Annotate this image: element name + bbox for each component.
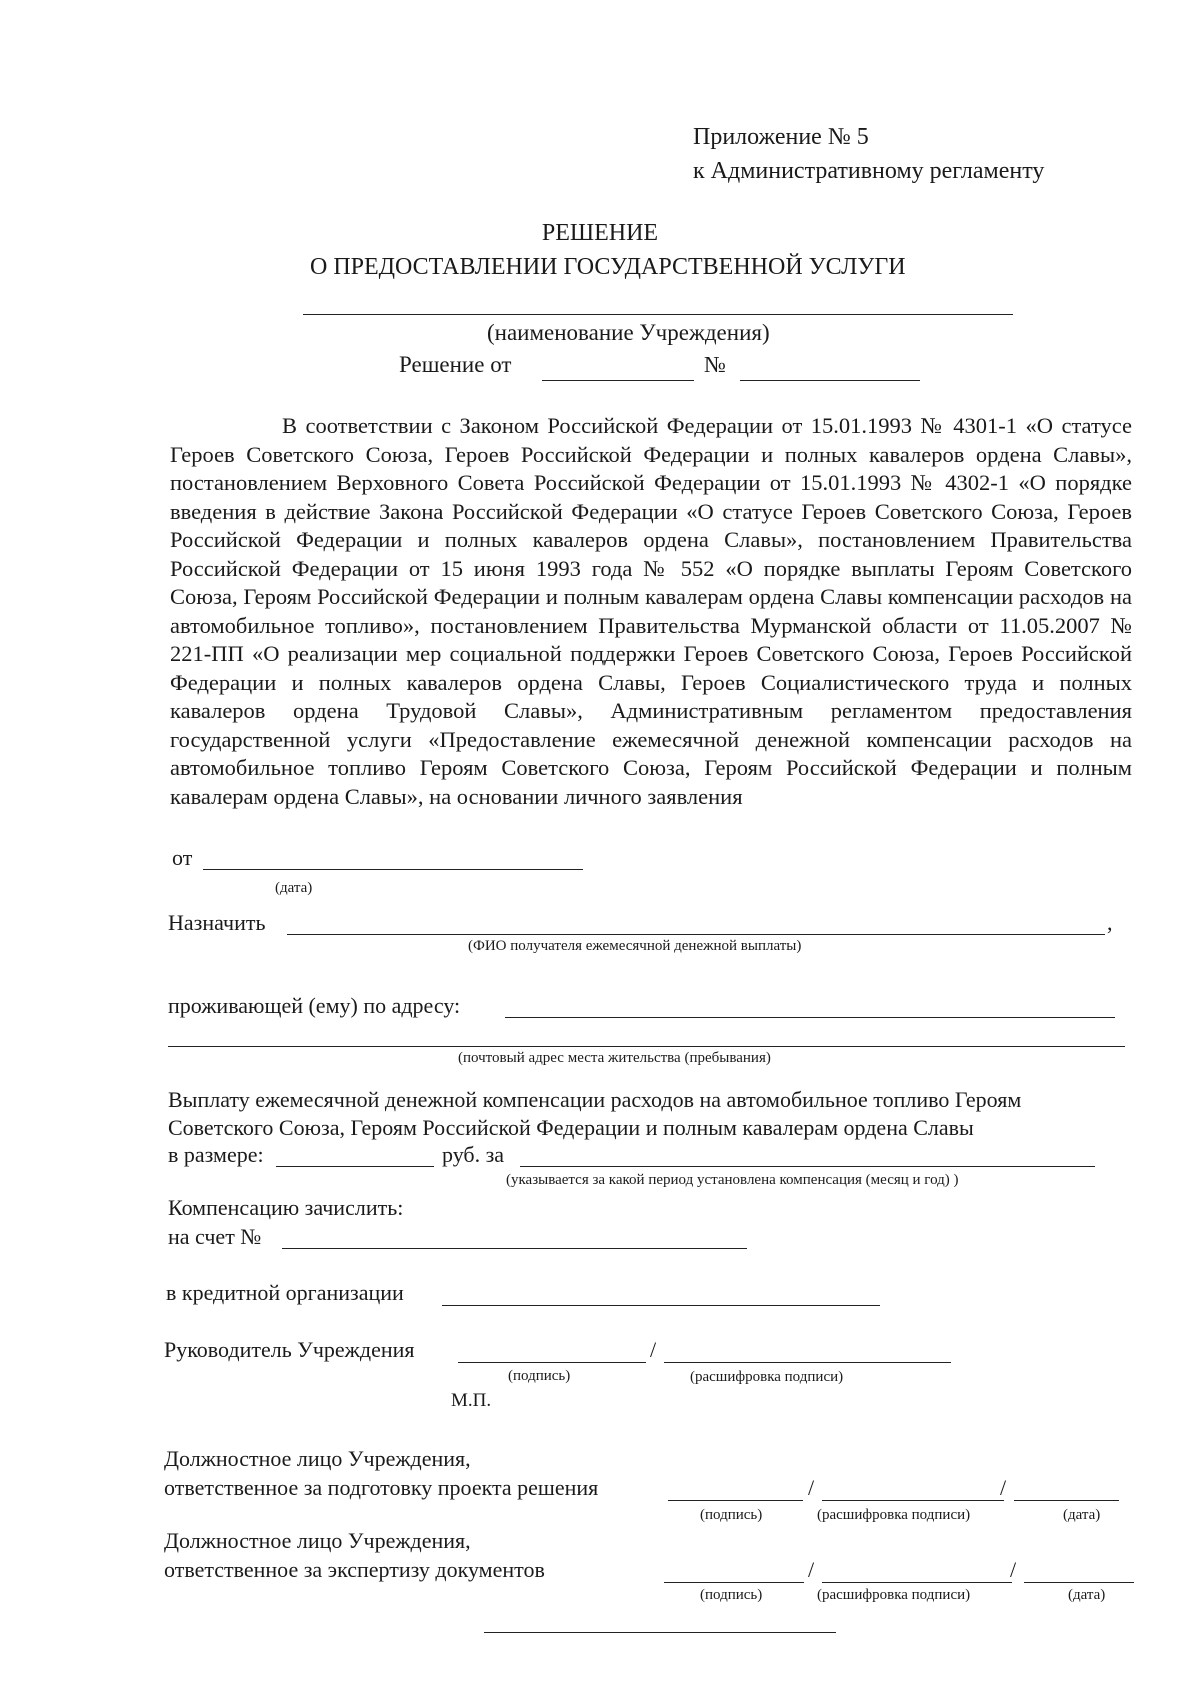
- head-slash: /: [650, 1337, 657, 1362]
- address-label: проживающей (ему) по адресу:: [168, 993, 461, 1018]
- payment-text-line-1: Выплату ежемесячной денежной компенсации расходов на автомобильное топливо Героям: [168, 1087, 1022, 1112]
- document-title: РЕШЕНИЕ: [541, 220, 659, 246]
- recipient-name-line[interactable]: [287, 934, 1105, 935]
- appendix-number: Приложение № 5: [693, 124, 869, 150]
- official-expertise-line-2: ответственное за экспертизу документов: [164, 1557, 545, 1582]
- official-expertise-signature-line[interactable]: [664, 1582, 804, 1583]
- assign-comma: ,: [1107, 910, 1113, 935]
- head-decoding-line[interactable]: [664, 1362, 951, 1363]
- official-prepare-slash-1: /: [808, 1475, 815, 1500]
- official-expertise-date-caption: (дата): [1068, 1587, 1106, 1603]
- official-prepare-decoding-line[interactable]: [822, 1500, 1004, 1501]
- decision-number-line[interactable]: [740, 380, 920, 381]
- assign-label: Назначить: [168, 910, 266, 935]
- address-line-2[interactable]: [168, 1046, 1125, 1047]
- official-prepare-line-1: Должностное лицо Учреждения,: [164, 1446, 471, 1471]
- appendix-reference: к Административному регламенту: [693, 158, 1045, 184]
- official-expertise-line-1: Должностное лицо Учреждения,: [164, 1528, 471, 1553]
- bank-line[interactable]: [442, 1305, 880, 1306]
- bottom-rule: [484, 1632, 836, 1633]
- official-expertise-decoding-caption: (расшифровка подписи): [817, 1587, 971, 1603]
- official-expertise-slash-2: /: [1010, 1557, 1017, 1582]
- head-label: Руководитель Учреждения: [164, 1337, 415, 1362]
- payment-text-line-2: Советского Союза, Героям Российской Федерации и полным кавалерам ордена Славы: [168, 1115, 974, 1140]
- official-prepare-signature-caption: (подпись): [700, 1507, 763, 1523]
- account-heading: Компенсацию зачислить:: [168, 1195, 404, 1220]
- decision-from-label: Решение от: [399, 352, 512, 377]
- decision-number-sign: №: [704, 352, 726, 377]
- official-expertise-decoding-line[interactable]: [822, 1582, 1012, 1583]
- application-from-label: от: [172, 845, 193, 870]
- head-signature-caption: (подпись): [508, 1368, 571, 1384]
- official-prepare-signature-line[interactable]: [668, 1500, 803, 1501]
- account-number-line[interactable]: [282, 1248, 747, 1249]
- amount-line[interactable]: [276, 1166, 434, 1167]
- institution-name-line[interactable]: [303, 314, 1013, 315]
- bank-label: в кредитной организации: [166, 1280, 404, 1305]
- account-number-label: на счет №: [168, 1224, 262, 1249]
- document-subtitle: О ПРЕДОСТАВЛЕНИИ ГОСУДАРСТВЕННОЙ УСЛУГИ: [310, 254, 906, 280]
- official-expertise-slash-1: /: [808, 1557, 815, 1582]
- address-line-1[interactable]: [505, 1017, 1115, 1018]
- address-caption: (почтовый адрес места жительства (пребывания): [458, 1050, 771, 1066]
- legal-basis-paragraph: В соответствии с Законом Российской Федерации от 15.01.1993 № 4301-1 «О статусе Героев Советского Союза, Героев Российской Федерации и полных кавалеров ордена Славы», постановлением Верховного Совета Российской Федерации от 15.01.1993 № 4302-1 «О порядке введения в действие Закона Российской Федерации «О статусе Героев Советского Союза, Героев Российской Федерации и полных кавалеров ордена Славы», постановлением Правительства Российской Федерации от 15 июня 1993 года № 552 «О порядке выплаты Героям Советского Союза, Героям Российской Федерации и полным кавалерам ордена Славы компенсации расходов на автомобильное топливо», постановлением Правительства Мурманской области от 11.05.2007 № 221-ПП «О реализации мер социальной поддержки Героев Советского Союза, Героев Российской Федерации и полных кавалеров ордена Славы, Героев Социалистического труда и полных кавалеров ордена Трудовой Славы», Административным регламентом предоставления государственной услуги «Предоставление ежемесячной денежной компенсации расходов на автомобильное топливо Героям Советского Союза, Героям Российской Федерации и полным кавалерам ордена Славы», на основании личного заявления: [170, 413, 1132, 809]
- recipient-name-caption: (ФИО получателя ежемесячной денежной выплаты): [468, 938, 802, 954]
- rub-for-label: руб. за: [442, 1142, 505, 1167]
- period-line[interactable]: [520, 1166, 1095, 1167]
- official-expertise-signature-caption: (подпись): [700, 1587, 763, 1603]
- amount-label: в размере:: [168, 1142, 264, 1167]
- head-decoding-caption: (расшифровка подписи): [690, 1369, 844, 1385]
- stamp-place: М.П.: [451, 1390, 492, 1411]
- official-prepare-date-caption: (дата): [1063, 1507, 1101, 1523]
- official-prepare-date-line[interactable]: [1014, 1500, 1119, 1501]
- official-prepare-line-2: ответственное за подготовку проекта решения: [164, 1475, 599, 1500]
- institution-caption: (наименование Учреждения): [487, 320, 770, 345]
- official-prepare-slash-2: /: [1000, 1475, 1007, 1500]
- application-date-caption: (дата): [275, 880, 313, 896]
- period-caption: (указывается за какой период установлена компенсация (месяц и год) ): [506, 1172, 959, 1188]
- application-date-line[interactable]: [203, 869, 583, 870]
- official-prepare-decoding-caption: (расшифровка подписи): [817, 1507, 971, 1523]
- head-signature-line[interactable]: [458, 1362, 646, 1363]
- decision-date-line[interactable]: [542, 380, 694, 381]
- official-expertise-date-line[interactable]: [1024, 1582, 1134, 1583]
